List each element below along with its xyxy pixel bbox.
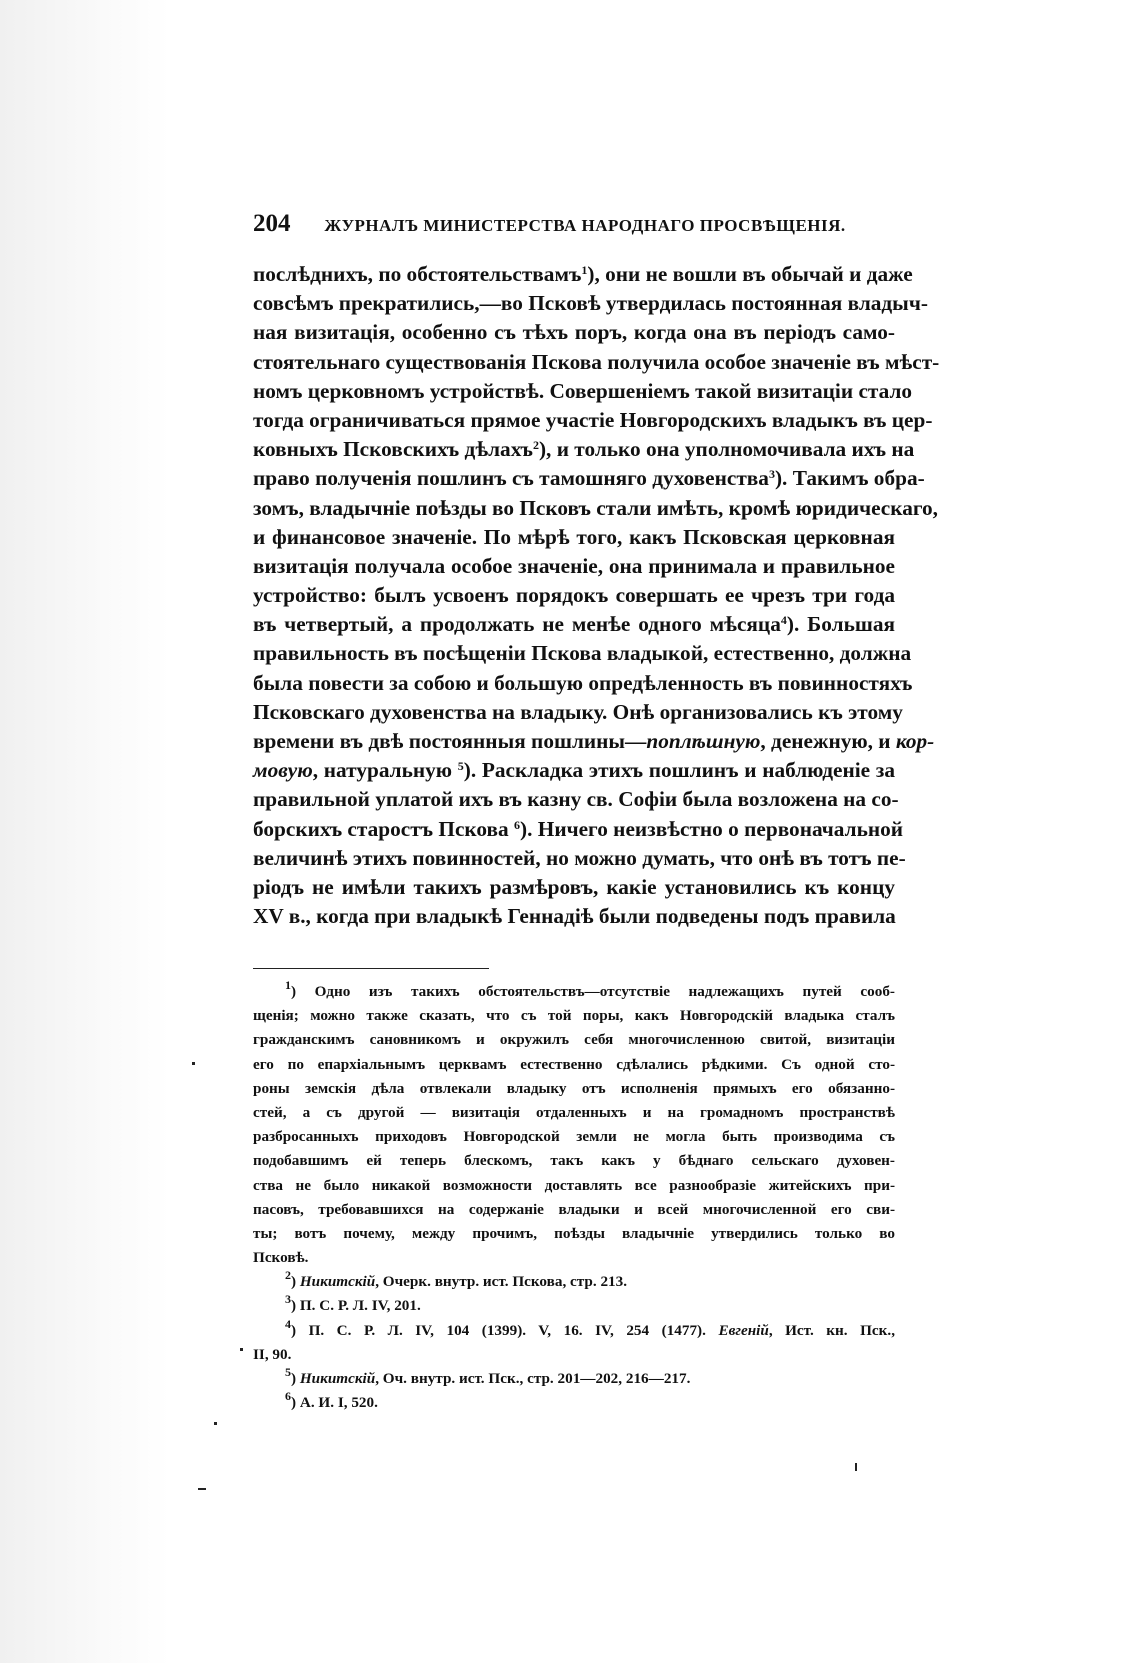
footnote-5: $^5$) Никитскій, Оч. внутр. ист. Пск., стр. 201—202, 216—217. [285,1365,691,1387]
footnote-1-line: $^1$) Одно изъ такихъ обстоятельствъ—отсутствіе надлежащихъ путей сооб- [285,978,895,1000]
footnote-ref: 1 [581,263,588,277]
page-header [253,210,895,238]
page-number: 204 [253,210,291,237]
body-line: была повести за собою и большую опредѣленность въ повинностяхъ [253,670,913,695]
body-line: въ четвертый, а продолжать не менѣе одного мѣсяца$^4$). Большая [253,612,895,637]
footnote-1-line: подобавшимъ ей теперь блескомъ, такъ какъ у бѣднаго сельскаго духовен- [253,1152,895,1170]
body-line: правильной уплатой ихъ въ казну св. Софіи была возложена на со- [253,787,899,812]
italic-term: поплѣшную [646,729,761,753]
footnote-1-line: стей, а съ другой — визитація отдаленныхъ и на громадномъ пространствѣ [253,1103,895,1121]
italic-term: мовую [253,758,313,783]
body-line: Псковскаго духовенства на владыку. Онѣ организовались къ этому [253,699,903,724]
running-title: ЖУРНАЛЪ МИНИСТЕРСТВА НАРОДНАГО ПРОСВѢЩЕНІЯ. [324,216,846,235]
body-line: зомъ, владычніе поѣзды во Псковъ стали имѣть, кромѣ юридическаго, [253,495,938,520]
footnote-6: $^6$) А. И. I, 520. [285,1389,378,1412]
footnote-1-line: роны земскія дѣла отвлекали владыку отъ исполненія прямыхъ его обязанно- [253,1079,895,1097]
footnote-1-line: Псковѣ. [253,1249,309,1267]
scan-speck [198,1488,206,1490]
footnote-1-line: ты; вотъ почему, между прочимъ, поѣзды владычніе утвердились только во [253,1224,895,1242]
body-line: времени въ двѣ постоянныя пошлины—поплѣшную, денежную, и кор- [253,729,935,753]
body-line: ріодъ не имѣли такихъ размѣровъ, какіе установились къ концу [253,874,895,899]
body-line: стоятельнаго существованія Пскова получила особое значеніе въ мѣст- [253,349,940,374]
footnote-1-line: щенія; можно также сказать, что съ той поры, какъ Новгородскій владыка сталъ [253,1007,895,1025]
footnote-ref: 5 [457,759,464,774]
footnote-1-line: разбросанныхъ приходовъ Новгородской земли не могла быть производима съ [253,1128,895,1146]
footnote-ref: 3 [768,467,775,482]
footnote-4: $^4$) П. С. Р. Л. IV, 104 (1399). V, 16. IV, 254 (1477). Евгеній, Ист. кн. Пск., [285,1316,896,1339]
footnote-ref: 4 [780,613,787,628]
italic-term: кор- [895,729,935,753]
footnote-4-cont: II, 90. [253,1345,292,1363]
footnote-2: $^2$) Никитскій, Очерк. внутр. ист. Пскова, стр. 213. [285,1268,628,1291]
body-line: устройство: былъ усвоенъ порядокъ совершать ее чрезъ три года [253,583,895,608]
body-text [253,260,940,931]
body-line: и финансовое значеніе. По мѣрѣ того, какъ Псковская церковная [253,524,895,549]
body-line: визитація получала особое значеніе, она принимала и правильное [253,553,895,578]
scan-speck [855,1463,857,1471]
footnote-1-line: гражданскимъ сановникомъ и окружилъ себя многочисленною свитой, визитаціи [253,1031,895,1049]
body-line: послѣднихъ, по обстоятельствамъ$^1$), они не вошли въ обычай и даже [253,262,913,286]
scan-margin-shade [0,0,170,1663]
footnotes [253,980,895,1415]
footnote-1-line: пасовъ, требовавшихся на содержаніе владыки и всей многочисленной его сви- [253,1200,895,1218]
body-line: XV в., когда при владыкѣ Геннадіѣ были подведены подъ правила [253,904,896,929]
body-line: правильность въ посѣщеніи Пскова владыкой, естественно, должна [253,641,912,666]
footnote-1-line: ства не было никакой возможности доставлять все разнообразіе житейскихъ при- [253,1176,895,1194]
body-line: величинѣ этихъ повинностей, но можно думать, что онѣ въ тотъ пе- [253,845,906,870]
footnote-ref: 6 [514,817,521,832]
scan-speck [214,1422,217,1425]
body-line: мовую, натуральную $^5$). Раскладка этихъ пошлинъ и наблюденіе за [253,758,895,783]
scan-speck [240,1348,243,1351]
body-line: номъ церковномъ устройствѣ. Совершеніемъ такой визитаціи стало [253,378,913,403]
footnote-3: $^3$) П. С. Р. Л. IV, 201. [285,1292,421,1315]
body-line: борскихъ старостъ Пскова $^6$). Ничего неизвѣстно о первоначальной [253,816,904,841]
footnote-ref: 2 [532,438,539,453]
scan-speck [192,1062,195,1065]
body-line: совсѣмъ прекратились,—во Псковѣ утвердилась постоянная владыч- [253,291,928,316]
body-line: ковныхъ Псковскихъ дѣлахъ$^2$), и только она уполномочивала ихъ на [253,437,915,462]
body-line: право полученія пошлинъ съ тамошняго духовенства$^3$). Такимъ обра- [253,466,925,491]
body-line: ная визитація, особенно съ тѣхъ поръ, когда она въ періодъ само- [253,320,895,345]
body-line: тогда ограничиваться прямое участіе Новгородскихъ владыкъ въ цер- [253,407,933,432]
footnote-divider [253,968,489,969]
footnote-1-line: его по епархіальнымъ церквамъ естественно сдѣлались рѣдкими. Съ одной сто- [253,1055,895,1073]
